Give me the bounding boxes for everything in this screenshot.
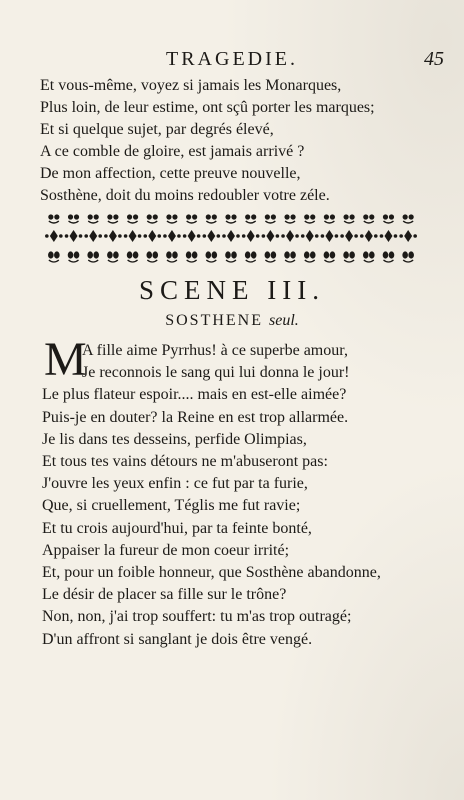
ornament-fleuron <box>74 214 79 219</box>
ornament-fleuron <box>345 230 353 242</box>
ornament-fleuron <box>281 234 285 238</box>
ornament-fleuron <box>363 214 368 219</box>
ornament-fleuron <box>365 230 373 242</box>
ornament-fleuron <box>227 230 235 242</box>
verse-line: Non, non, j'ai trop souffert: tu m'as trop outragé; <box>42 608 352 626</box>
ornament-fleuron <box>127 214 132 219</box>
ornament-fleuron <box>45 234 49 238</box>
ornament-fleuron <box>402 251 408 258</box>
verse-line: Le désir de placer sa fille sur le trône? <box>42 586 287 604</box>
ornament-fleuron <box>167 260 177 262</box>
ornament-fleuron <box>59 234 63 238</box>
ornament-fleuron <box>256 234 260 238</box>
ornament-fleuron <box>133 214 138 219</box>
verse-line: De mon affection, cette preuve nouvelle, <box>40 165 301 182</box>
ornament-fleuron <box>217 234 221 238</box>
ornament-fleuron <box>242 234 246 238</box>
ornament-fleuron <box>109 230 117 242</box>
ornament-fleuron <box>183 234 187 238</box>
ornament-fleuron <box>168 230 176 242</box>
ornament-fleuron <box>187 260 197 262</box>
ornament-fleuron <box>50 230 58 242</box>
ornament-fleuron <box>147 221 157 223</box>
ornament-fleuron <box>226 221 236 223</box>
ornament-fleuron <box>344 260 354 262</box>
ornament-fleuron <box>54 214 59 219</box>
ornament-fleuron <box>265 260 275 262</box>
ornament-fleuron <box>48 251 54 258</box>
ornament-fleuron <box>389 214 394 219</box>
ornament-fleuron <box>324 251 330 258</box>
ornament-fleuron <box>206 260 216 262</box>
ornament-fleuron <box>330 251 336 258</box>
ornament-fleuron <box>108 260 118 262</box>
ornament-fleuron <box>138 234 142 238</box>
ornament-fleuron <box>84 234 88 238</box>
ornament-fleuron <box>187 221 197 223</box>
ornament-fleuron <box>49 260 59 262</box>
ornament-fleuron <box>172 251 178 258</box>
ornament-fleuron <box>383 221 393 223</box>
ornament-fleuron <box>325 230 333 242</box>
ornament-fleuron <box>68 251 74 258</box>
ornament-fleuron <box>251 214 256 219</box>
ornament-fleuron <box>310 251 316 258</box>
ornament-fleuron <box>146 251 152 258</box>
verse-line: Sosthène, doit du moins redoubler votre zéle. <box>40 187 330 204</box>
ornament-fleuron <box>343 251 349 258</box>
ornament-fleuron <box>163 234 167 238</box>
verse-line: D'un affront si sanglant je dois être vengé. <box>42 630 313 648</box>
ornament-fleuron <box>157 234 161 238</box>
ornament-fleuron <box>188 230 196 242</box>
running-title: TRAGEDIE. <box>166 48 298 70</box>
verse-line: Et, pour un foible honneur, que Sosthène abandonne, <box>42 564 381 582</box>
ornament-fleuron <box>265 221 275 223</box>
ornament-fleuron <box>245 251 251 258</box>
ornament-fleuron <box>153 214 158 219</box>
ornament-fleuron <box>383 214 388 219</box>
verse-line: Le plus flateur espoir.... mais en est-elle aimée? <box>42 386 347 404</box>
ornament-fleuron <box>197 234 201 238</box>
ornament-fleuron <box>266 230 274 242</box>
ornament-fleuron <box>207 230 215 242</box>
ornament-fleuron <box>306 230 314 242</box>
ornament-fleuron <box>340 234 344 238</box>
ornament-fleuron <box>290 214 295 219</box>
verse-line: Puis-je en douter? la Reine en est trop allarmée. <box>42 408 349 426</box>
ornament-fleuron <box>364 221 374 223</box>
ornament-fleuron <box>133 251 139 258</box>
ornament-fleuron <box>69 260 79 262</box>
ornament-fleuron <box>88 214 93 219</box>
ornament-fleuron <box>186 214 191 219</box>
ornament-fleuron <box>408 251 414 258</box>
ornament-fleuron <box>389 251 395 258</box>
page-number: 45 <box>424 48 444 70</box>
ornament-fleuron <box>49 221 59 223</box>
ornament-fleuron <box>172 214 177 219</box>
ornament-fleuron <box>192 214 197 219</box>
ornament-fleuron <box>192 251 198 258</box>
ornament-fleuron <box>304 214 309 219</box>
ornament-fleuron <box>127 251 133 258</box>
ornament-fleuron <box>363 251 369 258</box>
ornament-fleuron <box>87 251 93 258</box>
verse-line: Et vous-même, voyez si jamais les Monarques, <box>40 77 342 94</box>
ornament-fleuron <box>315 234 319 238</box>
ornament-fleuron <box>251 251 257 258</box>
ornament-fleuron <box>167 221 177 223</box>
ornament-fleuron <box>70 230 78 242</box>
ornament-fleuron <box>384 230 392 242</box>
ornament-fleuron <box>354 234 358 238</box>
ornament-fleuron <box>330 214 335 219</box>
ornament-fleuron <box>310 214 315 219</box>
ornament-fleuron <box>69 221 79 223</box>
ornament-fleuron <box>374 234 378 238</box>
ornament-fleuron <box>79 234 83 238</box>
ornament-fleuron <box>68 214 73 219</box>
ornament-fleuron <box>245 214 250 219</box>
ornament-fleuron <box>335 234 339 238</box>
ornament-fleuron <box>403 221 413 223</box>
ornament-fleuron <box>186 251 192 258</box>
ornament-fleuron <box>128 221 138 223</box>
ornament-fleuron <box>285 221 295 223</box>
ornament-fleuron <box>231 214 236 219</box>
ornament-fleuron <box>304 251 310 258</box>
verse-block-top <box>40 75 440 207</box>
ornament-fleuron <box>147 214 152 219</box>
ornament-fleuron <box>350 214 355 219</box>
ornament-fleuron <box>286 230 294 242</box>
ornament-fleuron <box>147 260 157 262</box>
ornament-fleuron <box>305 221 315 223</box>
ornament-fleuron <box>276 234 280 238</box>
ornament-fleuron <box>107 214 112 219</box>
ornament-fleuron <box>74 251 80 258</box>
ornament-fleuron <box>349 251 355 258</box>
ornament-fleuron <box>380 234 384 238</box>
ornament-fleuron <box>104 234 108 238</box>
ornament-fleuron <box>403 260 413 262</box>
ornament-fleuron <box>344 221 354 223</box>
character-heading <box>0 312 464 330</box>
ornament-fleuron <box>394 234 398 238</box>
ornament-fleuron <box>383 260 393 262</box>
ornament-fleuron <box>324 260 334 262</box>
ornament-fleuron <box>65 234 69 238</box>
ornament-fleuron <box>399 234 403 238</box>
drop-cap: M <box>44 333 87 386</box>
ornament-fleuron <box>284 251 290 258</box>
ornament-fleuron <box>305 260 315 262</box>
ornament-fleuron <box>231 251 237 258</box>
ornament-fleuron <box>113 214 118 219</box>
ornament-fleuron <box>369 214 374 219</box>
ornament-fleuron <box>262 234 266 238</box>
scene-title: SCENE III. <box>139 275 325 305</box>
ornament-fleuron <box>54 251 60 258</box>
ornament-fleuron <box>203 234 207 238</box>
ornament-fleuron <box>212 251 218 258</box>
ornament-fleuron <box>89 230 97 242</box>
ornament-fleuron <box>129 230 137 242</box>
verse-line: Plus loin, de leur estime, ont sçû porter les marques; <box>40 99 375 116</box>
ornament-fleuron <box>344 214 349 219</box>
ornament-fleuron <box>246 221 256 223</box>
ornament-fleuron <box>226 260 236 262</box>
ornament-fleuron <box>107 251 113 258</box>
ornament-fleuron <box>265 251 271 258</box>
ornament-fleuron <box>271 251 277 258</box>
verse-line: A fille aime Pyrrhus! à ce superbe amour, <box>82 342 348 359</box>
ornament-fleuron <box>290 251 296 258</box>
verse-line: Je reconnois le sang qui lui donna le jour! <box>82 364 350 382</box>
verse-block-bottom <box>40 340 440 651</box>
ornament-fleuron <box>88 260 98 262</box>
ornament-fleuron <box>166 251 172 258</box>
ornament-fleuron <box>383 251 389 258</box>
ornament-fleuron <box>206 251 212 258</box>
ornament-fleuron <box>128 260 138 262</box>
ornament-fleuron <box>265 214 270 219</box>
ornament-fleuron <box>94 214 99 219</box>
verse-line: A ce comble de gloire, est jamais arrivé ? <box>40 143 305 160</box>
verse-line: J'ouvre les yeux enfin : ce fut par ta furie, <box>42 475 308 493</box>
ornament-fleuron <box>88 221 98 223</box>
verse-line: Et tous tes vains détours ne m'abuseront pas: <box>42 453 328 471</box>
ornament-fleuron <box>108 221 118 223</box>
ornament-fleuron <box>93 251 99 258</box>
ornament-fleuron <box>404 230 412 242</box>
ornament-fleuron <box>284 214 289 219</box>
ornament-fleuron <box>113 251 119 258</box>
ornament-fleuron <box>324 214 329 219</box>
ornament-fleuron <box>369 251 375 258</box>
ornament-fleuron <box>222 234 226 238</box>
ornament-fleuron <box>236 234 240 238</box>
ornament-fleuron <box>124 234 128 238</box>
verse-line: Et si quelque sujet, par degrés élevé, <box>40 121 274 138</box>
ornament-band-icon <box>44 208 418 266</box>
ornament-fleuron <box>118 234 122 238</box>
verse-line: Appaiser la fureur de mon coeur irrité; <box>42 541 290 559</box>
ornament-fleuron <box>177 234 181 238</box>
ornament-fleuron <box>409 214 414 219</box>
ornament-fleuron <box>403 214 408 219</box>
ornament-fleuron <box>225 214 230 219</box>
ornament-fleuron <box>206 221 216 223</box>
ornament-fleuron <box>166 214 171 219</box>
stage-direction: seul. <box>269 312 299 329</box>
ornament-fleuron <box>143 234 147 238</box>
ornament-fleuron <box>364 260 374 262</box>
ornament-fleuron <box>324 221 334 223</box>
verse-line: Je lis dans tes desseins, perfide Olimpias, <box>42 430 307 448</box>
verse-line: Et tu crois aujourd'hui, par ta feinte bonté, <box>42 519 312 537</box>
ornament-fleuron <box>152 251 158 258</box>
ornament-fleuron <box>360 234 364 238</box>
ornament-fleuron <box>285 260 295 262</box>
ornament-fleuron <box>212 214 217 219</box>
ornament-fleuron <box>413 234 417 238</box>
ornament-fleuron <box>98 234 102 238</box>
ornament-fleuron <box>148 230 156 242</box>
ornament-fleuron <box>301 234 305 238</box>
ornament-fleuron <box>225 251 231 258</box>
ornament-fleuron <box>247 230 255 242</box>
ornament-fleuron <box>48 214 53 219</box>
verse-line: Que, si cruellement, Téglis me fut ravie; <box>42 497 301 515</box>
ornament-fleuron <box>206 214 211 219</box>
ornament-fleuron <box>295 234 299 238</box>
character-name: SOSTHENE <box>165 312 263 329</box>
running-head <box>0 48 464 72</box>
ornament-fleuron <box>271 214 276 219</box>
ornament-fleuron <box>321 234 325 238</box>
ornament-fleuron <box>246 260 256 262</box>
